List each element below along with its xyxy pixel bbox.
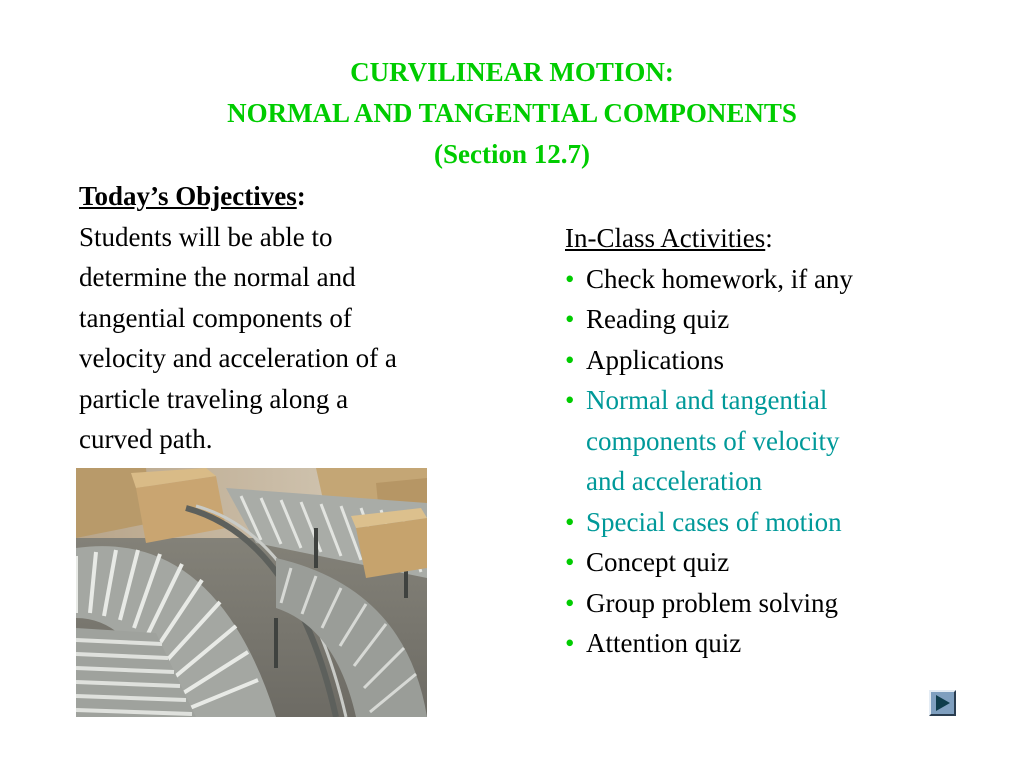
bullet: • bbox=[565, 628, 575, 658]
objectives-text: Students will be able to determine the normal and tangential components of velocity and acceleration of a particle traveling along a curved path. bbox=[79, 221, 397, 454]
list-item-label: Applications bbox=[586, 344, 724, 375]
objectives-heading-text: Today’s Objectives bbox=[79, 181, 297, 211]
list-item-label: Check homework, if any bbox=[586, 263, 853, 294]
list-item-label: Group problem solving bbox=[586, 587, 838, 618]
list-item bbox=[565, 380, 985, 502]
objectives-heading-colon: : bbox=[296, 181, 306, 211]
objectives-section bbox=[79, 176, 519, 460]
title-line-1: CURVILINEAR MOTION: bbox=[350, 57, 674, 87]
bullet: • bbox=[565, 587, 575, 618]
next-slide-button[interactable] bbox=[929, 690, 956, 716]
list-item bbox=[565, 542, 985, 583]
list-item bbox=[565, 623, 985, 664]
activities-list bbox=[565, 259, 985, 664]
title-line-2: NORMAL AND TANGENTIAL COMPONENTS bbox=[227, 98, 797, 128]
bullet: • bbox=[565, 344, 575, 375]
bullet: • bbox=[565, 263, 575, 294]
activities-section bbox=[565, 218, 985, 664]
bullet: • bbox=[565, 385, 575, 415]
list-item-label: Reading quiz bbox=[586, 304, 730, 334]
list-item bbox=[565, 259, 985, 300]
activities-heading-text: In-Class Activities bbox=[565, 223, 766, 253]
bullet: • bbox=[565, 547, 575, 577]
activities-heading-colon: : bbox=[765, 223, 773, 253]
bullet: • bbox=[565, 304, 575, 334]
list-item-label: Normal and tangential components of velocity and acceleration bbox=[586, 385, 840, 496]
list-item-label: Attention quiz bbox=[586, 628, 742, 658]
conveyor-photo bbox=[76, 468, 427, 717]
play-next-icon bbox=[931, 692, 954, 714]
objectives-heading bbox=[79, 176, 519, 217]
list-item bbox=[565, 583, 985, 624]
list-item-label: Concept quiz bbox=[586, 547, 730, 577]
list-item bbox=[565, 299, 985, 340]
slide-title bbox=[0, 52, 1024, 175]
list-item-label: Special cases of motion bbox=[586, 506, 842, 537]
list-item bbox=[565, 340, 985, 381]
activities-heading bbox=[565, 218, 985, 259]
list-item bbox=[565, 502, 985, 543]
title-line-3: (Section 12.7) bbox=[434, 139, 590, 169]
bullet: • bbox=[565, 506, 575, 537]
